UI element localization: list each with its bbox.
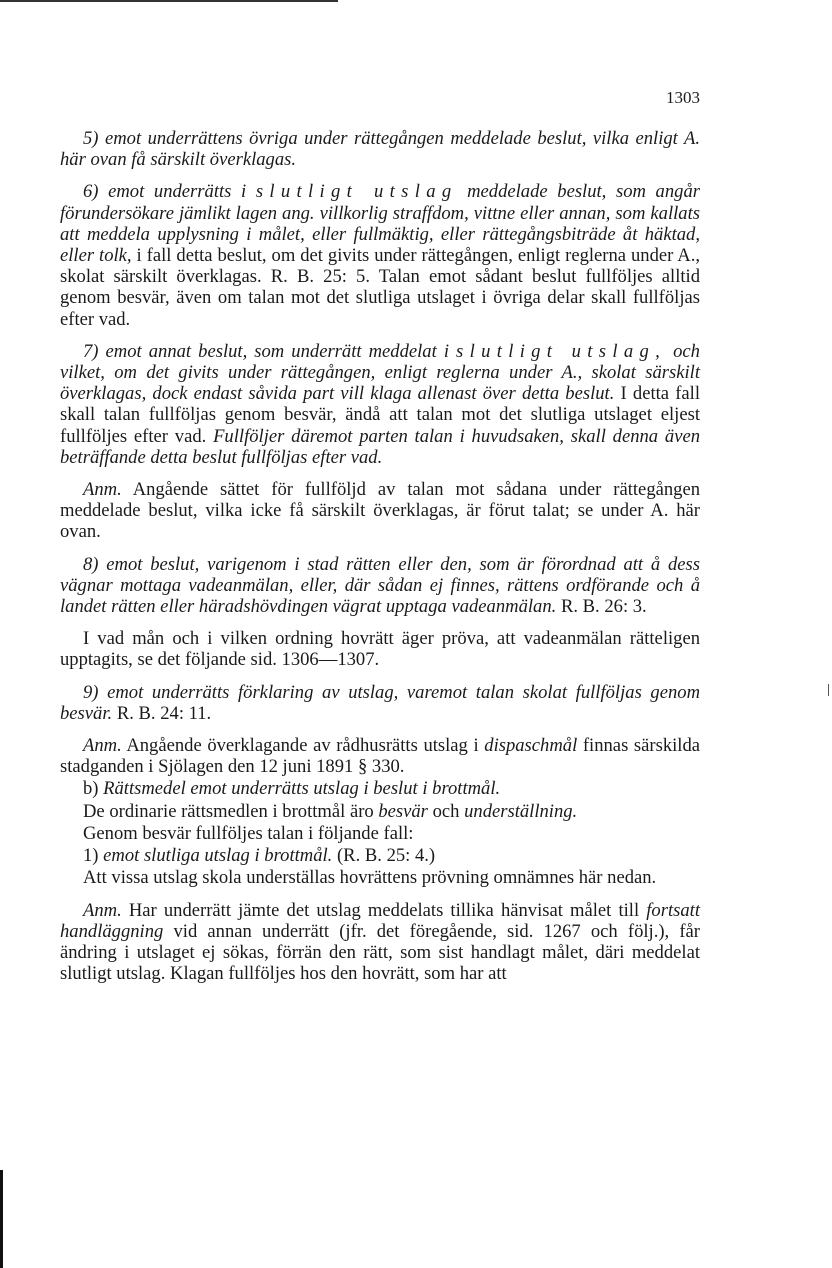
- paragraph-genom: Genom besvär fullföljes talan i följande fall:: [83, 822, 414, 844]
- note-1-label: Anm.: [83, 479, 122, 501]
- remedies-text-a: De ordinarie rättsmedlen i brottmål äro: [83, 800, 374, 822]
- top-rule: [0, 0, 338, 2]
- note-1: [60, 479, 700, 543]
- remedies-understallning: underställning.: [464, 800, 578, 822]
- note-3-text-b: vid annan underrätt (jfr. det föregående, sid. 1267 och följ.), får ändring i utslaget ej sökas, förrän den rätt, som sist handlagt målet, däri meddelat slutligt utslag. Klagan fullföljes hos den hovrätt, som har att: [60, 920, 701, 985]
- note-3-label: Anm.: [83, 899, 122, 921]
- note-2-italic: dispaschmål: [484, 735, 578, 757]
- paragraph-att: Att vissa utslag skola underställas hovrättens prövning omnämnes här nedan.: [83, 867, 657, 889]
- page-number: 1303: [666, 88, 700, 107]
- margin-mark: [828, 684, 829, 696]
- paragraph-remedies: [60, 801, 700, 822]
- paragraph-6-spaced: slutligt utslag: [255, 181, 458, 203]
- paragraph-7: [60, 341, 700, 468]
- remedies-besvar: besvär: [378, 800, 428, 822]
- note-2-text-b: finnas särskilda stadganden i Sjölagen den 12 juni 1891 § 330.: [60, 735, 701, 778]
- note-3-text-a: Har underrätt jämte det utslag meddelats tillika hänvisat målet till: [128, 899, 640, 921]
- page-body: [60, 128, 700, 995]
- paragraph-5: 5) emot underrättens övriga under rättegången meddelade beslut, vilka enligt A. här ovan få särskilt överklagas.: [60, 128, 700, 171]
- paragraph-6-rest: i fall detta beslut, om det givits under rättegången, enligt reglerna under A., skolat särskilt överklagas. R. B. 25: 5. Talan emot sådant beslut fullföljes alltid genom besvär, även om talan mot det slutliga utslaget i övriga delar skall fullföljas efter vad.: [60, 245, 700, 330]
- note-3-italic: fortsatt handläggning: [60, 899, 700, 942]
- scan-edge-bar: [0, 1170, 3, 1268]
- item-1: [60, 845, 700, 866]
- note-2: [60, 735, 700, 777]
- paragraph-8-italic: 8) emot beslut, varigenom i stad rätten eller den, som är förordnad att å dess vägnar mottaga vadeanmälan, eller, där sådan ej finnes, rättens ordförande och å landet rätten eller häradshövdingen vägrat upptaga vadeanmälan.: [60, 553, 700, 618]
- paragraph-6-lead: 6) emot underrätts i: [83, 181, 247, 203]
- paragraph-9-ref: R. B. 24: 11.: [116, 702, 212, 724]
- paragraph-7-spaced: slutligt utslag,: [456, 340, 667, 362]
- paragraph-7-tail: Fullföljer däremot parten talan i huvudsaken, skall denna även beträffande detta beslut fullföljas efter vad.: [60, 425, 700, 468]
- paragraph-7-lead: 7) emot annat beslut, som underrätt meddelat i: [83, 340, 449, 362]
- remedies-och: och: [432, 800, 460, 822]
- paragraph-7-roman: I detta fall skall talan fullföljas genom besvär, ändå att talan mot det slutliga utslaget eljest fullföljes efter vad.: [60, 383, 700, 447]
- section-b-marker: b): [83, 778, 99, 800]
- paragraph-6: [60, 181, 700, 329]
- section-b-title: Rättsmedel emot underrätts utslag i beslut i brottmål.: [103, 778, 501, 800]
- note-2-label: Anm.: [83, 735, 122, 757]
- paragraph-9: [60, 682, 700, 724]
- item-1-ref: (R. B. 25: 4.): [336, 845, 436, 867]
- note-3: [60, 900, 700, 985]
- paragraph-8: [60, 554, 700, 618]
- paragraph-8-ref: R. B. 26: 3.: [560, 596, 647, 618]
- paragraph-9-italic: 9) emot underrätts förklaring av utslag, varemot talan skolat fullföljas genom besvär.: [60, 681, 700, 724]
- note-2-text-a: Angående överklagande av rådhusrätts utslag i: [126, 735, 479, 757]
- paragraph-7-italic: och vilket, om det givits under rättegången, enligt reglerna under A., skolat särskilt överklagas, dock endast såvida part vill klaga allenast över detta beslut.: [60, 340, 700, 405]
- paragraph-6-italic: meddelade beslut, som angår förundersökare jämlikt lagen ang. villkorlig straffdom, vittne eller annan, som kallats att meddela upplysning i målet, eller fullmäktig, eller rättegångsbiträde åt häktad, eller tolk,: [60, 181, 700, 267]
- item-1-italic: emot slutliga utslag i brottmål.: [103, 845, 333, 867]
- section-b-heading: [60, 778, 700, 799]
- item-1-marker: 1): [83, 845, 99, 867]
- paragraph-8-note: I vad mån och i vilken ordning hovrätt äger pröva, att vadeanmälan rätteligen upptagits, se det följande sid. 1306—1307.: [60, 628, 700, 671]
- note-1-text: Angående sättet för fullföljd av talan mot sådana under rättegången meddelade beslut, vilka icke få särskilt överklagas, är förut talat; se under A. här ovan.: [60, 479, 701, 543]
